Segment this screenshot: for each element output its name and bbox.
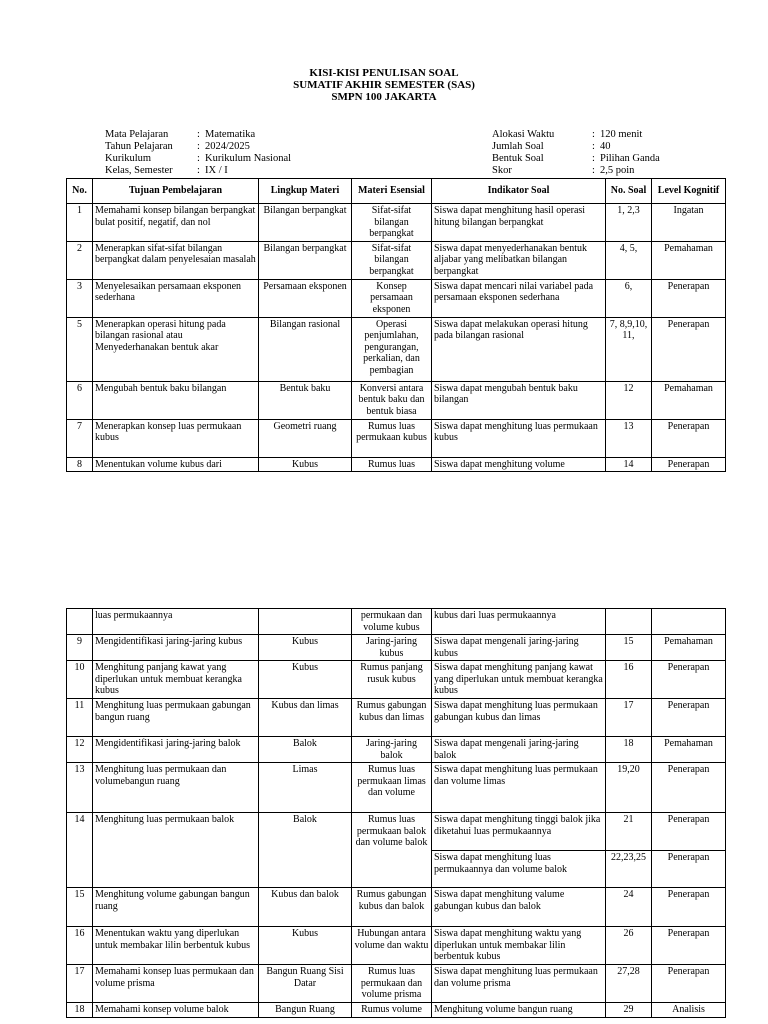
cell-materi: Rumus panjang rusuk kubus [352,661,432,699]
table-row [67,204,726,242]
col-header-no-soal: No. Soal [606,179,652,204]
cell-materi: Operasi penjumlahan, pengurangan, perkalian, dan pembagian [352,317,432,381]
cell-tujuan: Menerapkan konsep luas permukaan kubus [93,419,259,457]
cell-materi: Konversi antara bentuk baku dan bentuk biasa [352,381,432,419]
cell-lingkup: Bangun Ruang [259,1003,352,1018]
meta-year: Tahun Pelajaran : 2024/2025 [105,141,250,152]
cell-level: Penerapan [652,457,726,472]
meta-value: 40 [600,141,611,152]
cell-tujuan: Memahami konsep luas permukaan dan volume prisma [93,965,259,1003]
meta-label: Kelas, Semester [105,165,173,176]
cell-tujuan: Memahami konsep volume balok [93,1003,259,1018]
cell-tujuan: Menyelesaikan persamaan eksponen sederhana [93,279,259,317]
col-header-indikator: Indikator Soal [432,179,606,204]
cell-indikator: Siswa dapat menyederhanakan bentuk aljabar yang melibatkan bilangan berpangkat [432,241,606,279]
cell-materi: Rumus luas [352,457,432,472]
cell-materi: Rumus gabungan kubus dan balok [352,888,432,927]
col-header-no: No. [67,179,93,204]
cell-no: 6 [67,381,93,419]
cell-no-soal: 1, 2,3 [606,204,652,242]
cell-tujuan: Memahami konsep bilangan berpangkat bulat positif, negatif, dan nol [93,204,259,242]
cell-tujuan: Menghitung luas permukaan dan volumebangun ruang [93,763,259,813]
meta-time: Alokasi Waktu : 120 menit [492,129,643,140]
cell-level: Penerapan [652,965,726,1003]
cell-level: Penerapan [652,851,726,888]
cell-no: 9 [67,635,93,661]
cell-tujuan: Menerapkan sifat-sifat bilangan berpangkat dalam penyelesaian masalah [93,241,259,279]
cell-materi: Rumus luas permukaan dan volume prisma [352,965,432,1003]
cell-tujuan: Mengubah bentuk baku bilangan [93,381,259,419]
meta-class: Kelas, Semester : IX / I [105,165,228,176]
cell-materi: Sifat-sifat bilangan berpangkat [352,204,432,242]
cell-no-soal: 29 [606,1003,652,1018]
col-header-level: Level Kognitif [652,179,726,204]
cell-level: Pemahaman [652,737,726,763]
meta-label: Skor [492,165,512,176]
cell-no: 18 [67,1003,93,1018]
cell-no-soal: 19,20 [606,763,652,813]
cell-level: Penerapan [652,699,726,737]
cell-indikator: Siswa dapat mengenali jaring-jaring kubus [432,635,606,661]
cell-tujuan: Mengidentifikasi jaring-jaring balok [93,737,259,763]
cell-tujuan: Menghitung luas permukaan balok [93,813,259,888]
cell-level: Penerapan [652,888,726,927]
cell-level: Pemahaman [652,381,726,419]
cell-level: Penerapan [652,279,726,317]
cell-no: 5 [67,317,93,381]
table-row-continued [67,609,726,635]
meta-left-block [105,129,291,177]
cell-tujuan: Mengidentifikasi jaring-jaring kubus [93,635,259,661]
cell-indikator: Siswa dapat mengenali jaring-jaring balok [432,737,606,763]
cell-indikator: Siswa dapat menghitung volume [432,457,606,472]
cell-no: 1 [67,204,93,242]
cell-no-soal: 16 [606,661,652,699]
cell-tujuan: Menghitung luas permukaan gabungan bangun ruang [93,699,259,737]
meta-label: Bentuk Soal [492,153,544,164]
cell-tujuan: Menerapkan operasi hitung pada bilangan rasional atau Menyederhanakan bentuk akar [93,317,259,381]
cell-level: Analisis [652,1003,726,1018]
cell-no: 14 [67,813,93,888]
table-row [67,241,726,279]
cell-no-soal: 17 [606,699,652,737]
table-row [67,381,726,419]
cell-indikator: Siswa dapat menghitung luas permukaan dan volume prisma [432,965,606,1003]
cell-no-soal: 4, 5, [606,241,652,279]
meta-value: Kurikulum Nasional [205,153,292,164]
cell-materi: Rumus luas permukaan limas dan volume [352,763,432,813]
meta-value: Pilihan Ganda [600,153,660,164]
cell-level [652,609,726,635]
table-row [67,699,726,737]
cell-tujuan: Menentukan waktu yang diperlukan untuk membakar lilin berbentuk kubus [93,927,259,965]
cell-no: 8 [67,457,93,472]
col-header-tujuan: Tujuan Pembelajaran [93,179,259,204]
cell-materi: Jaring-jaring balok [352,737,432,763]
cell-no: 7 [67,419,93,457]
table-row [67,279,726,317]
table-row [67,965,726,1003]
cell-materi: Rumus gabungan kubus dan limas [352,699,432,737]
cell-level: Ingatan [652,204,726,242]
table-row [67,763,726,813]
cell-lingkup: Limas [259,763,352,813]
meta-label: Kurikulum [105,153,152,164]
cell-indikator: Siswa dapat mencari nilai variabel pada persamaan eksponen sederhana [432,279,606,317]
meta-count: Jumlah Soal : 40 [492,141,611,152]
cell-tujuan: Menentukan volume kubus dari [93,457,259,472]
cell-no-soal [606,609,652,635]
meta-label: Alokasi Waktu [492,129,555,140]
doc-title-line-2: SUMATIF AKHIR SEMESTER (SAS) [293,79,475,91]
cell-lingkup: Kubus [259,457,352,472]
cell-no: 17 [67,965,93,1003]
cell-no-soal: 12 [606,381,652,419]
cell-lingkup: Balok [259,813,352,888]
cell-level: Pemahaman [652,635,726,661]
table-row [67,635,726,661]
table-row [67,419,726,457]
table-row [67,661,726,699]
cell-level: Penerapan [652,813,726,851]
table-row [67,888,726,927]
cell-level: Penerapan [652,661,726,699]
cell-no-soal: 24 [606,888,652,927]
meta-label: Mata Pelajaran [105,129,169,140]
cell-lingkup: Bentuk baku [259,381,352,419]
cell-lingkup: Kubus dan limas [259,699,352,737]
table-row [67,1003,726,1018]
cell-no-soal: 27,28 [606,965,652,1003]
cell-materi: Rumus luas permukaan kubus [352,419,432,457]
cell-indikator: Siswa dapat menghitung luas permukaannya dan volume balok [432,851,606,888]
cell-lingkup: Kubus dan balok [259,888,352,927]
cell-lingkup: Kubus [259,635,352,661]
cell-no-soal: 18 [606,737,652,763]
cell-indikator: Siswa dapat menghitung luas permukaan kubus [432,419,606,457]
meta-value: 120 menit [600,129,643,140]
cell-indikator: Siswa dapat mengubah bentuk baku bilangan [432,381,606,419]
meta-label: Jumlah Soal [492,141,544,152]
table-row [67,737,726,763]
cell-lingkup: Bilangan berpangkat [259,241,352,279]
cell-indikator: kubus dari luas permukaannya [432,609,606,635]
cell-lingkup: Geometri ruang [259,419,352,457]
cell-lingkup: Bilangan rasional [259,317,352,381]
meta-label: Tahun Pelajaran [105,141,173,152]
cell-lingkup: Bilangan berpangkat [259,204,352,242]
cell-no-soal: 14 [606,457,652,472]
meta-curriculum: Kurikulum : Kurikulum Nasional [105,153,292,164]
cell-tujuan: Menghitung panjang kawat yang diperlukan untuk membuat kerangka kubus [93,661,259,699]
cell-lingkup: Persamaan eksponen [259,279,352,317]
cell-no: 15 [67,888,93,927]
table-header-row [67,179,726,204]
cell-materi: Sifat-sifat bilangan berpangkat [352,241,432,279]
table-row [67,317,726,381]
meta-value: IX / I [205,165,228,176]
cell-no: 10 [67,661,93,699]
cell-materi: Hubungan antara volume dan waktu [352,927,432,965]
meta-value: 2,5 poin [600,165,635,176]
cell-lingkup: Balok [259,737,352,763]
cell-lingkup [259,609,352,635]
meta-type: Bentuk Soal : Pilihan Ganda [492,153,660,164]
cell-lingkup: Kubus [259,661,352,699]
cell-tujuan: luas permukaannya [93,609,259,635]
cell-materi: Konsep persamaan eksponen [352,279,432,317]
doc-title-line-1: KISI-KISI PENULISAN SOAL [309,67,459,79]
cell-materi: Jaring-jaring kubus [352,635,432,661]
cell-no-soal: 22,23,25 [606,851,652,888]
cell-no-soal: 7, 8,9,10, 11, [606,317,652,381]
cell-materi: permukaan dan volume kubus [352,609,432,635]
cell-no-soal: 13 [606,419,652,457]
table-row [67,457,726,472]
cell-no-soal: 6, [606,279,652,317]
cell-no-soal: 21 [606,813,652,851]
cell-no: 12 [67,737,93,763]
meta-right-block [492,129,660,177]
cell-indikator: Menghitung volume bangun ruang [432,1003,606,1018]
cell-indikator: Siswa dapat menghitung hasil operasi hitung bilangan berpangkat [432,204,606,242]
cell-tujuan: Menghitung volume gabungan bangun ruang [93,888,259,927]
cell-no [67,609,93,635]
table-row [67,927,726,965]
table-row [67,813,726,851]
meta-value: Matematika [205,129,256,140]
meta-value: 2024/2025 [205,141,250,152]
cell-no-soal: 26 [606,927,652,965]
cell-no: 11 [67,699,93,737]
cell-level: Pemahaman [652,241,726,279]
cell-indikator: Siswa dapat menghitung tinggi balok jika diketahui luas permukaannya [432,813,606,851]
cell-indikator: Siswa dapat menghitung waktu yang diperlukan untuk membakar lilin berbentuk kubus [432,927,606,965]
cell-indikator: Siswa dapat menghitung valume gabungan kubus dan balok [432,888,606,927]
cell-no: 3 [67,279,93,317]
cell-indikator: Siswa dapat menghitung panjang kawat yang diperlukan untuk membuat kerangka kubus [432,661,606,699]
kisi-table-page-2 [66,608,726,1018]
col-header-lingkup: Lingkup Materi [259,179,352,204]
cell-indikator: Siswa dapat melakukan operasi hitung pada bilangan rasional [432,317,606,381]
cell-level: Penerapan [652,419,726,457]
meta-score: Skor : 2,5 poin [492,165,635,176]
cell-indikator: Siswa dapat menghitung luas permukaan dan volume limas [432,763,606,813]
cell-lingkup: Bangun Ruang Sisi Datar [259,965,352,1003]
cell-materi: Rumus volume [352,1003,432,1018]
col-header-materi: Materi Esensial [352,179,432,204]
cell-level: Penerapan [652,927,726,965]
cell-no-soal: 15 [606,635,652,661]
cell-no: 16 [67,927,93,965]
cell-no: 13 [67,763,93,813]
cell-level: Penerapan [652,763,726,813]
doc-title-line-3: SMPN 100 JAKARTA [331,91,437,103]
cell-no: 2 [67,241,93,279]
meta-subject: Mata Pelajaran : Matematika [105,129,256,140]
kisi-table-page-1 [66,178,726,472]
cell-level: Penerapan [652,317,726,381]
cell-materi: Rumus luas permukaan balok dan volume balok [352,813,432,888]
cell-lingkup: Kubus [259,927,352,965]
cell-indikator: Siswa dapat menghitung luas permukaan gabungan kubus dan limas [432,699,606,737]
